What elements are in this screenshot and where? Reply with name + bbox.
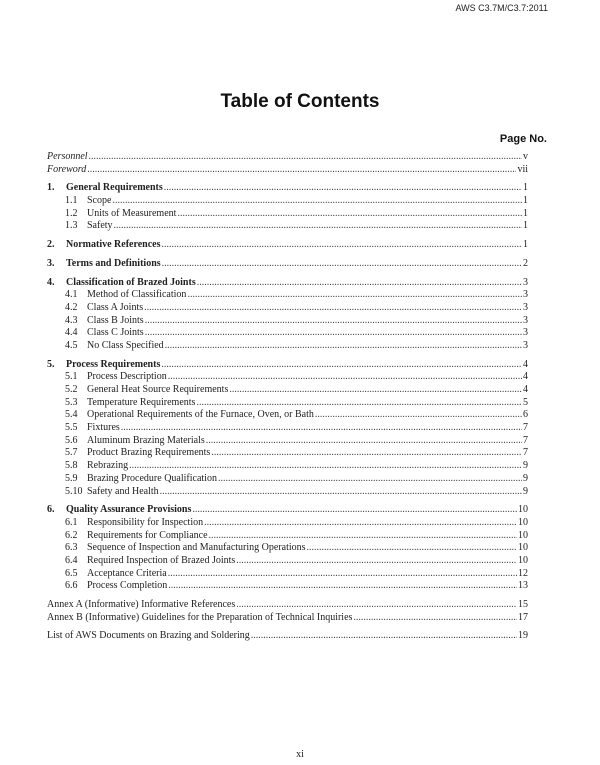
dot-leader [204,517,517,530]
toc-subsection-entry[interactable] [47,409,528,422]
toc-subsection-entry[interactable] [47,289,528,302]
toc-subsection-entry[interactable] [47,302,528,315]
toc-entry-page: 5 [523,396,528,408]
page-no-column-heading: Page No. [499,133,547,145]
toc-entry-page: 10 [518,554,528,566]
section-number: 4. [47,276,55,288]
toc-subsection-entry[interactable] [47,195,528,208]
toc-entry-label: Brazing Procedure Qualification [87,472,217,484]
toc-entry-label: Process Requirements [66,358,161,370]
toc-entry-page: 6 [523,409,528,421]
page-number-footer: xi [296,749,304,760]
toc-entry-page: 4 [523,371,528,383]
dot-leader [145,315,522,328]
dot-leader [114,220,522,233]
toc-entry-label: List of AWS Documents on Brazing and Soldering [47,630,250,642]
toc-entry-label: Required Inspection of Brazed Joints [87,554,236,566]
subsection-number: 5.6 [65,434,78,446]
toc-entry-page: 1 [523,239,528,251]
dot-leader [251,630,517,643]
subsection-number: 1.2 [65,207,78,219]
toc-entry-label: Temperature Requirements [87,396,196,408]
toc-subsection-entry[interactable] [47,340,528,353]
toc-entry-page: 19 [518,630,528,642]
section-number: 2. [47,239,55,251]
subsection-number: 1.1 [65,195,78,207]
toc-entry-page: 10 [518,542,528,554]
section-number: 6. [47,504,55,516]
toc-entry-list-of-aws-documents[interactable] [47,630,528,643]
toc-subsection-entry[interactable] [47,327,528,340]
toc-entry-label: Terms and Definitions [66,257,161,269]
toc-entry-label: Acceptance Criteria [87,567,167,579]
subsection-number: 5.5 [65,422,78,434]
dot-leader [129,460,522,473]
toc-entry-label: Personnel [47,151,88,162]
toc-subsection-entry[interactable] [47,208,528,221]
toc-entry-label: Method of Classification [87,289,187,301]
toc-subsection-entry[interactable] [47,422,528,435]
toc-entry-page: 1 [523,207,528,219]
subsection-number: 5.8 [65,460,78,472]
subsection-number: 6.6 [65,580,78,592]
toc-subsection-entry[interactable] [47,530,528,543]
dot-leader [197,277,522,290]
toc-entry-label: Quality Assurance Provisions [66,504,192,516]
dot-leader [121,422,522,435]
toc-entry-personnel[interactable] [47,151,528,164]
subsection-number: 6.3 [65,542,78,554]
toc-subsection-entry[interactable] [47,220,528,233]
toc-entry-label: General Requirements [66,182,163,194]
subsection-number: 5.3 [65,396,78,408]
section-number: 1. [47,182,55,194]
dot-leader [187,289,522,302]
toc-entry-page: 1 [523,182,528,194]
toc-subsection-entry[interactable] [47,517,528,530]
table-of-contents [47,151,528,643]
toc-entry-label: Class A Joints [87,301,144,313]
subsection-number: 4.3 [65,314,78,326]
toc-entry-label: Class C Joints [87,327,144,339]
toc-entry-label: Process Completion [87,580,168,592]
toc-entry-label: Foreword [47,163,87,175]
toc-entry-page: 3 [523,276,528,288]
toc-entry-page: 15 [518,599,528,610]
toc-entry-page: 3 [523,327,528,339]
toc-entry-label: Aluminum Brazing Materials [87,434,205,446]
toc-entry-annex-a[interactable] [47,599,528,612]
dot-leader [211,447,522,460]
subsection-number: 4.4 [65,327,78,339]
toc-section-entry[interactable] [47,239,528,252]
toc-entry-label: Rebrazing [87,460,129,472]
toc-entry-label: Normative References [66,239,161,251]
toc-entry-label: Classification of Brazed Joints [66,276,196,288]
dot-leader [315,409,522,422]
subsection-number: 5.9 [65,472,78,484]
toc-entry-label: Operational Requirements of the Furnace, Oven, or Bath [87,409,314,421]
subsection-number: 6.5 [65,567,78,579]
sections-list [47,176,528,593]
toc-subsection-entry[interactable] [47,397,528,410]
toc-entry-label: Safety and Health [87,485,159,497]
toc-entry-label: General Heat Source Requirements [87,384,229,395]
toc-entry-label: Class B Joints [87,314,144,326]
dot-leader [164,182,522,195]
document-id-header: AWS C3.7M/C3.7:2011 [455,3,548,13]
toc-entry-page: 3 [523,289,528,301]
toc-entry-label: Responsibility for Inspection [87,516,204,528]
toc-entry-label: Scope [87,195,112,207]
toc-subsection-entry[interactable] [47,555,528,568]
toc-subsection-entry[interactable] [47,473,528,486]
toc-entry-foreword[interactable] [47,164,528,177]
dot-leader [218,473,522,486]
subsection-number: 5.10 [65,485,83,497]
toc-subsection-entry[interactable] [47,542,528,555]
dot-leader [177,208,522,221]
dot-leader [229,384,522,397]
toc-entry-page: 7 [523,447,528,459]
toc-entry-page: 1 [523,195,528,207]
subsection-number: 4.1 [65,289,78,301]
dot-leader [236,555,517,568]
subsection-number: 5.7 [65,447,78,459]
toc-subsection-entry[interactable] [47,435,528,448]
toc-entry-label: Process Description [87,371,167,383]
toc-entry-page: 2 [523,257,528,269]
toc-entry-label: Sequence of Inspection and Manufacturing Operations [87,542,306,554]
dot-leader [87,164,516,177]
dot-leader [89,151,522,164]
subsection-number: 6.1 [65,516,78,528]
toc-section-entry[interactable] [47,182,528,195]
toc-entry-page: 4 [523,358,528,370]
toc-entry-page: 12 [518,567,528,579]
dot-leader [206,435,522,448]
toc-subsection-entry[interactable] [47,460,528,473]
dot-leader [168,580,517,593]
dot-leader [236,599,517,612]
section-number: 3. [47,257,55,269]
toc-entry-label: Product Brazing Requirements [87,447,211,459]
toc-section-entry[interactable] [47,277,528,290]
toc-entry-label: Units of Measurement [87,207,177,219]
subsection-number: 5.2 [65,384,78,395]
dot-leader [307,542,517,555]
subsection-number: 1.3 [65,220,78,232]
dot-leader [165,340,522,353]
toc-subsection-entry[interactable] [47,315,528,328]
toc-entry-page: 3 [523,301,528,313]
toc-entry-page: vii [517,163,528,175]
toc-section-entry[interactable] [47,359,528,372]
toc-entry-page: 9 [523,472,528,484]
toc-entry-page: 4 [523,384,528,395]
toc-entry-label: Annex A (Informative) Informative References [47,599,236,610]
subsection-number: 6.2 [65,529,78,541]
toc-entry-page: 7 [523,434,528,446]
toc-entry-label: Fixtures [87,422,120,434]
dot-leader [353,612,517,625]
toc-entry-label: Annex B (Informative) Guidelines for the Preparation of Technical Inquiries [47,611,353,623]
toc-entry-label: No Class Specified [87,339,164,351]
dot-leader [145,327,522,340]
toc-entry-page: 1 [523,220,528,232]
subsection-number: 6.4 [65,554,78,566]
toc-entry-page: 7 [523,422,528,434]
subsection-number: 5.1 [65,371,78,383]
toc-entry-page: 10 [518,516,528,528]
dot-leader [144,302,522,315]
page-title: Table of Contents [220,91,380,112]
toc-subsection-entry[interactable] [47,371,528,384]
toc-entry-annex-b[interactable] [47,612,528,625]
toc-entry-page: 9 [523,460,528,472]
toc-entry-page: 10 [518,504,528,516]
toc-entry-page: 10 [518,529,528,541]
toc-entry-label: Requirements for Compliance [87,529,208,541]
toc-entry-page: v [523,151,528,162]
toc-entry-label: Safety [87,220,113,232]
toc-entry-page: 13 [518,580,528,592]
toc-subsection-entry[interactable] [47,486,528,499]
dot-leader [161,359,522,372]
toc-entry-page: 3 [523,339,528,351]
toc-subsection-entry[interactable] [47,568,528,581]
toc-entry-page: 17 [518,611,528,623]
dot-leader [168,568,517,581]
dot-leader [160,486,522,499]
toc-section-entry[interactable] [47,258,528,271]
dot-leader [162,258,522,271]
toc-subsection-entry[interactable] [47,447,528,460]
toc-section-entry[interactable] [47,504,528,517]
dot-leader [209,530,517,543]
subsection-number: 5.4 [65,409,78,421]
dot-leader [168,371,522,384]
dot-leader [112,195,522,208]
dot-leader [162,239,523,252]
section-number: 5. [47,358,55,370]
subsection-number: 4.2 [65,301,78,313]
subsection-number: 4.5 [65,339,78,351]
toc-entry-page: 9 [523,485,528,497]
toc-subsection-entry[interactable] [47,580,528,593]
toc-entry-page: 3 [523,314,528,326]
dot-leader [192,504,517,517]
toc-subsection-entry[interactable] [47,384,528,397]
dot-leader [196,397,522,410]
